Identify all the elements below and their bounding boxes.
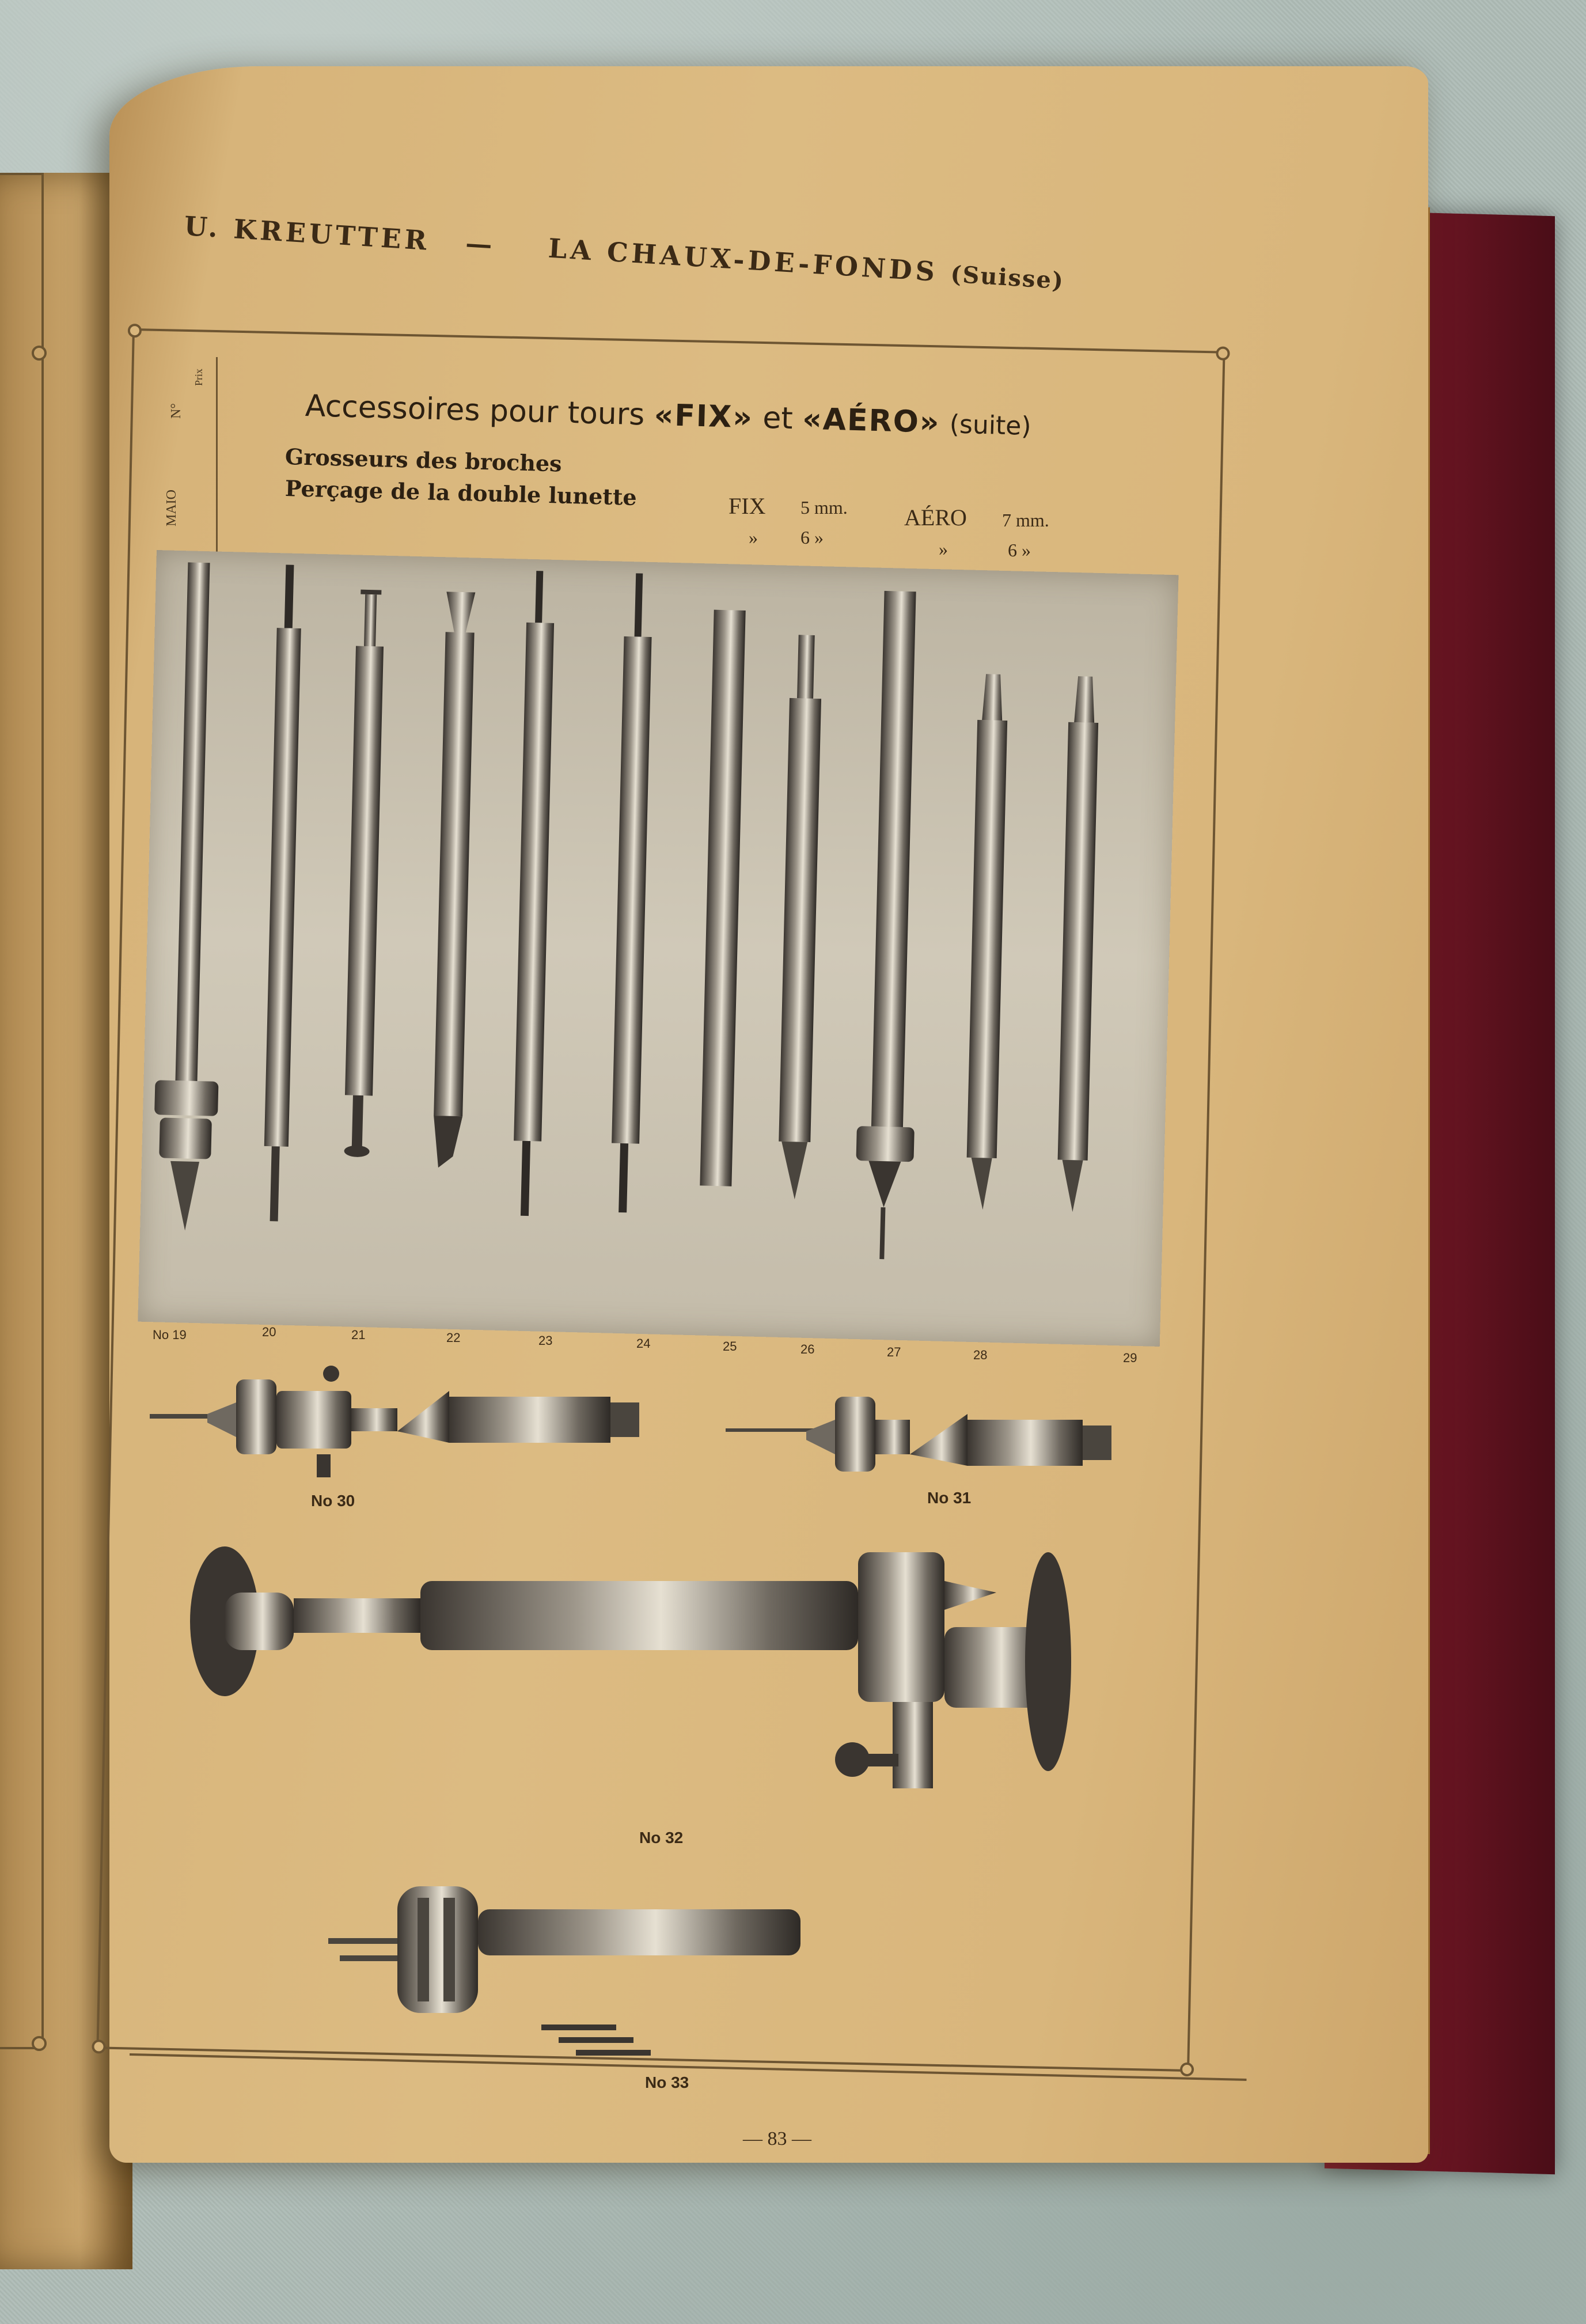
aero-size-1: 7 mm. — [1002, 510, 1049, 530]
figure-30-spindle — [150, 1351, 645, 1489]
frame-corner — [1216, 346, 1230, 360]
fix-label: FIX — [729, 493, 766, 519]
previous-page-frame — [0, 173, 44, 2049]
figure-32-caption: No 32 — [639, 1829, 684, 1847]
spindle-23 — [512, 571, 555, 1216]
running-head — [183, 210, 1162, 301]
fix-ditto: » — [749, 527, 758, 548]
spindle-19 — [151, 562, 231, 1231]
ref-code-label: MAIO — [164, 490, 179, 526]
frame-corner — [1180, 2063, 1194, 2076]
title-prefix: Accessoires pour tours — [305, 389, 646, 433]
plate-number: 22 — [446, 1330, 461, 1345]
company-name: U. KREUTTER — [183, 210, 431, 257]
spindle-photo-plate — [138, 550, 1178, 1347]
aero-ditto: » — [939, 539, 948, 559]
spindle-24 — [610, 573, 653, 1213]
spindle-20 — [263, 564, 303, 1222]
previous-page-corner — [32, 2036, 47, 2051]
figure-32-tailstock — [190, 1541, 1083, 1806]
spindle-27 — [853, 590, 927, 1260]
country-name: (Suisse) — [950, 260, 1065, 295]
plate-number: 20 — [262, 1325, 276, 1339]
fix-size-1: 5 mm. — [800, 497, 848, 518]
spec-line-lunette: Perçage de la double lunette — [284, 475, 638, 510]
plate-number: 26 — [800, 1342, 815, 1356]
plate-number: 25 — [723, 1339, 737, 1354]
catalog-page — [109, 66, 1428, 2163]
title-et: et — [762, 400, 794, 437]
spindle-26 — [777, 635, 823, 1200]
figure-31-spindle — [726, 1374, 1140, 1500]
spindle-illustration — [138, 550, 1178, 1347]
spindle-25 — [700, 610, 745, 1186]
title-fix: «FIX» — [653, 397, 754, 435]
plate-number: 28 — [973, 1348, 988, 1362]
figure-31-caption: No 31 — [927, 1489, 972, 1507]
title-aero: «AÉRO» — [802, 401, 941, 440]
plate-number: 24 — [636, 1336, 651, 1351]
city-name: LA CHAUX-DE-FONDS — [547, 232, 939, 288]
spindle-22 — [432, 592, 475, 1168]
page-number: — 83 — — [743, 2128, 811, 2149]
plate-number: No 19 — [153, 1328, 187, 1342]
reference-column — [153, 357, 218, 556]
plate-number: 23 — [538, 1333, 553, 1348]
header-separator: — — [464, 227, 497, 261]
plate-number: 27 — [887, 1345, 901, 1359]
spindle-29 — [1056, 676, 1099, 1212]
aero-label: AÉRO — [904, 505, 967, 530]
ref-price-label: Prix — [193, 369, 204, 386]
figure-33-pulley-spindle — [328, 1846, 967, 2065]
figure-30-caption: No 30 — [311, 1492, 355, 1510]
plate-number: 21 — [351, 1328, 366, 1342]
figure-33-caption: No 33 — [645, 2073, 689, 2091]
previous-page-corner — [32, 346, 47, 361]
spindle-28 — [965, 674, 1008, 1210]
aero-size-2: 6 » — [1008, 540, 1031, 560]
ref-number-label: N° — [169, 403, 184, 419]
fix-size-2: 6 » — [800, 527, 824, 548]
plate-number: 29 — [1123, 1351, 1137, 1365]
spec-line-spindles: Grosseurs des broches — [284, 443, 563, 477]
frame-corner — [128, 324, 142, 338]
spindle-21 — [343, 590, 385, 1158]
title-suite: (suite) — [949, 410, 1032, 442]
